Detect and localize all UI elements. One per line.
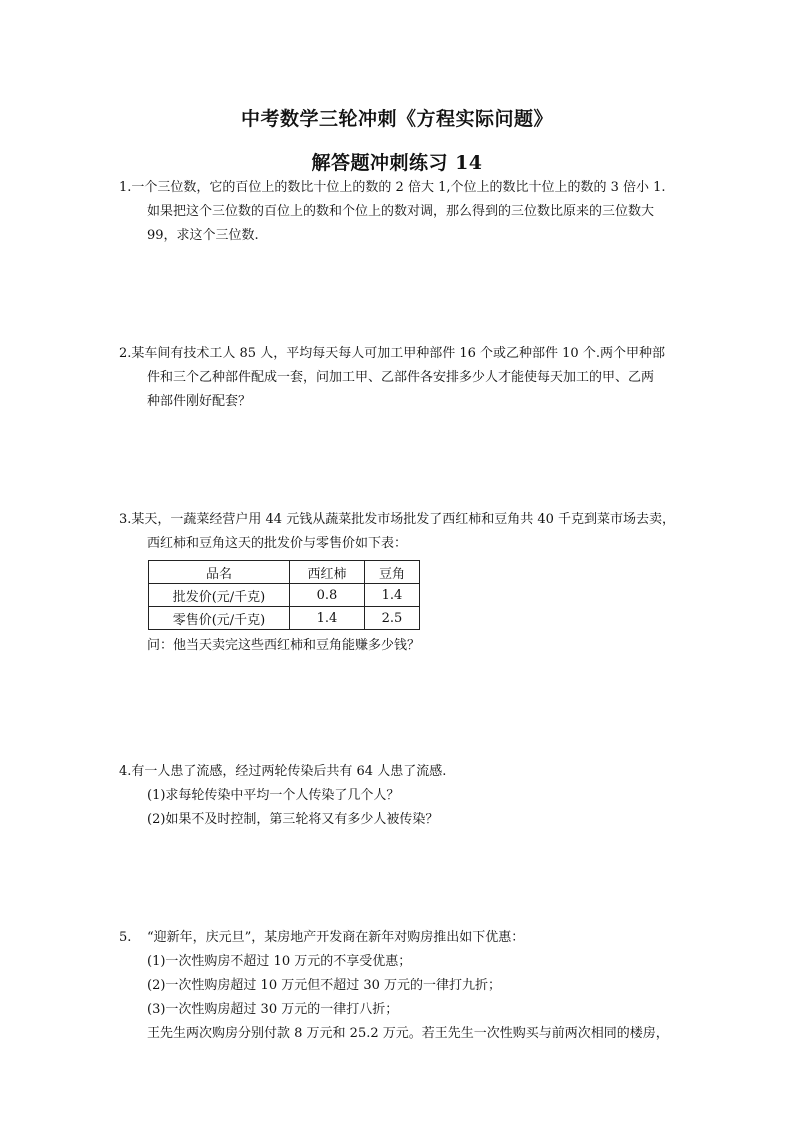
table-header-cell: 西红柿 [290, 561, 365, 584]
sub-question: (1)求每轮传染中平均一个人传染了几个人？ [147, 788, 400, 803]
question-line: 某天，一蔬菜经营户用 44 元钱从蔬菜批发市场批发了西红柿和豆角共 40 千克到菜市场去卖， [131, 512, 676, 527]
question-line: 件和三个乙种部件配成一套，问加工甲、乙部件各安排多少人才能使每天加工的甲、乙两 [147, 370, 655, 385]
question-1 [119, 176, 704, 248]
question-line: 西红柿和豆角这天的批发价与零售价如下表： [147, 536, 408, 551]
table-row [149, 584, 420, 607]
question-3-ask [119, 634, 704, 658]
question-number: 1. [119, 180, 132, 195]
question-3 [119, 508, 704, 556]
question-number: 3. [119, 512, 132, 527]
table-header-row [149, 561, 420, 584]
question-line: 有一人患了流感，经过两轮传染后共有 64 人患了流感. [131, 764, 447, 779]
question-line: 某车间有技术工人 85 人，平均每天每人可加工甲种部件 16 个或乙种部件 10 个.两个甲种部 [131, 346, 665, 361]
sub-question: (1)一次性购房不超过 10 万元的不享受优惠； [147, 954, 412, 969]
question-5 [119, 926, 704, 1046]
question-line: 如果把这个三位数的百位上的数和个位上的数对调，那么得到的三位数比原来的三位数大 [147, 204, 655, 219]
table-cell: 零售价(元/千克) [149, 607, 290, 630]
question-number: 4. [119, 764, 132, 779]
question-number: 2. [119, 346, 132, 361]
table-cell: 1.4 [365, 584, 420, 607]
price-table [148, 560, 420, 630]
question-line: 王先生两次购房分别付款 8 万元和 25.2 万元。若王先生一次性购买与前两次相同的楼房， [147, 1026, 669, 1041]
table-cell: 0.8 [290, 584, 365, 607]
question-line: 问：他当天卖完这些西红柿和豆角能赚多少钱？ [147, 638, 421, 653]
question-line: 99，求这个三位数. [147, 228, 259, 243]
page-subtitle: 解答题冲刺练习 14 [311, 152, 483, 174]
page-title: 中考数学三轮冲刺《方程实际问题》 [240, 108, 553, 130]
question-line: 一个三位数，它的百位上的数比十位上的数的 2 倍大 1,个位上的数比十位上的数的 3 倍小 1. [131, 180, 666, 195]
table-row [149, 607, 420, 630]
sub-question: (2)如果不及时控制，第三轮将又有多少人被传染？ [147, 812, 439, 827]
table-header-cell: 品名 [149, 561, 290, 584]
sub-question: (2)一次性购房超过 10 万元但不超过 30 万元的一律打九折； [147, 978, 502, 993]
table-header-cell: 豆角 [365, 561, 420, 584]
table-cell: 批发价(元/千克) [149, 584, 290, 607]
sub-question: (3)一次性购房超过 30 万元的一律打八折； [147, 1002, 399, 1017]
table-cell: 2.5 [365, 607, 420, 630]
question-2 [119, 342, 704, 414]
question-4 [119, 760, 704, 832]
question-number: 5. [119, 930, 132, 945]
question-line: 种部件刚好配套？ [147, 394, 252, 409]
table-cell: 1.4 [290, 607, 365, 630]
question-line: “迎新年，庆元旦”，某房地产开发商在新年对购房推出如下优惠： [147, 930, 525, 945]
